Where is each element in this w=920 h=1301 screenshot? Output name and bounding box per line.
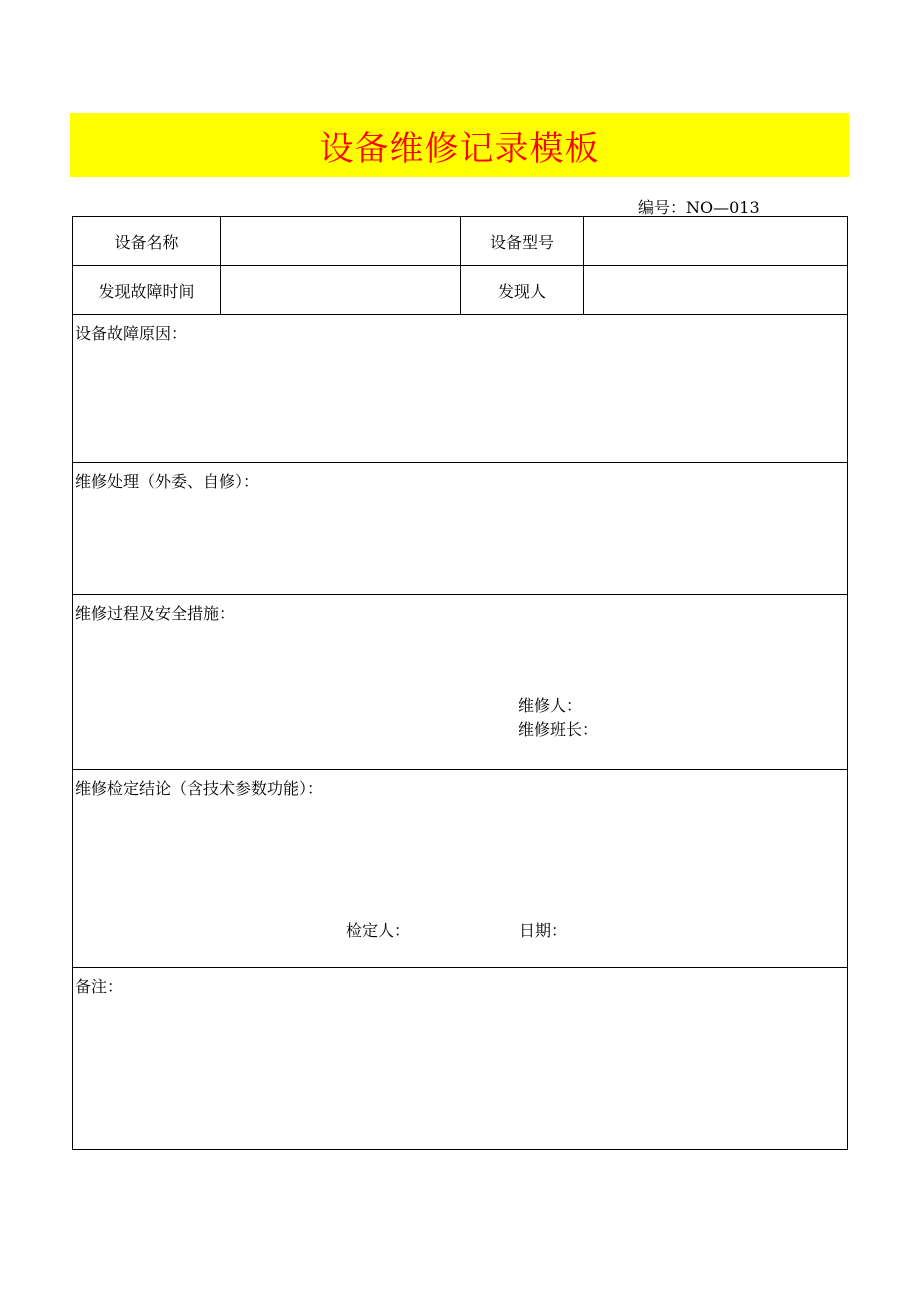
maintenance-record-form <box>72 216 848 1150</box>
fault-time-field[interactable] <box>221 266 461 315</box>
equipment-model-field[interactable] <box>584 217 848 266</box>
fault-cause-row <box>73 315 848 463</box>
discoverer-field[interactable] <box>584 266 848 315</box>
repair-process-section[interactable] <box>73 595 848 770</box>
repair-handling-row <box>73 463 848 595</box>
equipment-name-field[interactable] <box>221 217 461 266</box>
date-label: 日期： <box>519 921 568 940</box>
repair-handling-label: 维修处理（外委、自修）： <box>75 472 260 491</box>
inspection-row <box>73 770 848 968</box>
header-row-fault <box>73 266 848 315</box>
repairer-label: 维修人： <box>518 696 583 715</box>
equipment-model-label: 设备型号 <box>461 217 584 266</box>
fault-cause-section[interactable] <box>73 315 848 463</box>
inspection-section[interactable] <box>73 770 848 968</box>
discoverer-label: 发现人 <box>461 266 584 315</box>
document-number: 编号：NO—013 <box>638 198 760 217</box>
repair-handling-section[interactable] <box>73 463 848 595</box>
inspector-label: 检定人： <box>346 921 411 940</box>
remarks-label: 备注： <box>75 977 124 996</box>
remarks-section[interactable] <box>73 968 848 1150</box>
team-leader-label: 维修班长： <box>518 720 599 739</box>
remarks-row <box>73 968 848 1150</box>
fault-time-label: 发现故障时间 <box>73 266 221 315</box>
header-row-equipment <box>73 217 848 266</box>
inspection-label: 维修检定结论（含技术参数功能）： <box>75 779 324 798</box>
repair-process-label: 维修过程及安全措施： <box>75 604 236 623</box>
repair-process-row <box>73 595 848 770</box>
equipment-name-label: 设备名称 <box>73 217 221 266</box>
title-banner <box>70 113 849 177</box>
fault-cause-label: 设备故障原因： <box>75 324 188 343</box>
page-title: 设备维修记录模板 <box>319 128 600 169</box>
